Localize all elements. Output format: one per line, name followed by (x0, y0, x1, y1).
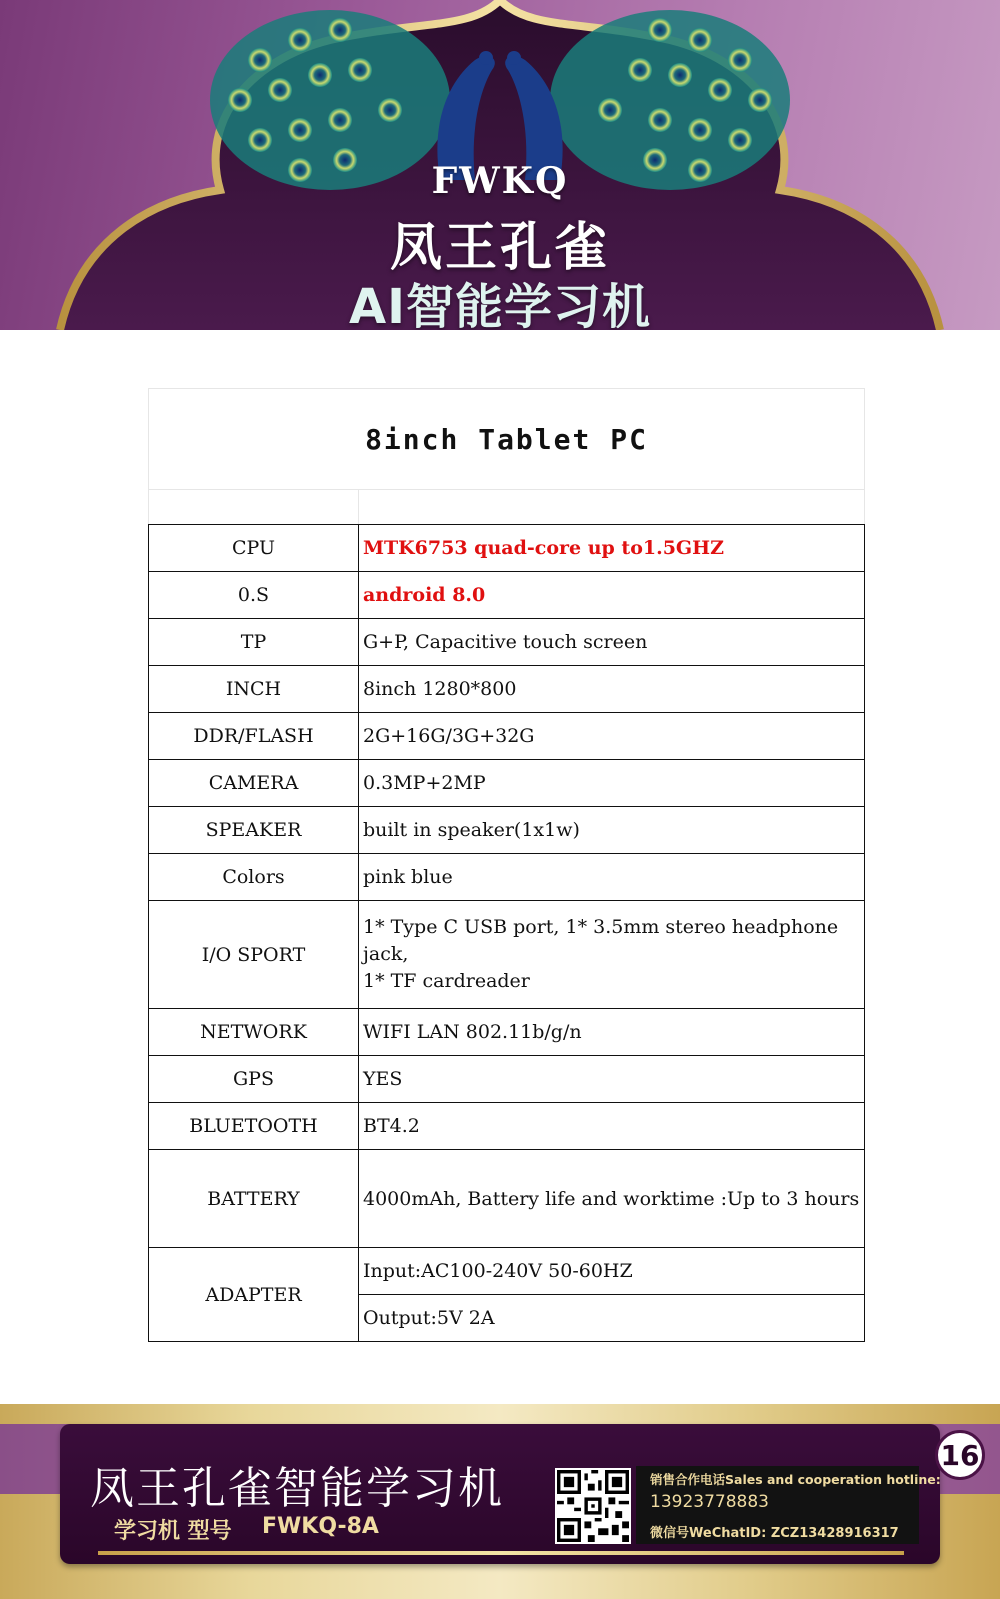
spec-value: pink blue (359, 854, 865, 901)
spec-key: INCH (149, 666, 359, 713)
spec-value: WIFI LAN 802.11b/g/n (359, 1009, 865, 1056)
spec-value: built in speaker(1x1w) (359, 807, 865, 854)
table-row (149, 1150, 865, 1248)
spec-key: CAMERA (149, 760, 359, 807)
spec-sheet (148, 388, 865, 1342)
spec-key: SPEAKER (149, 807, 359, 854)
footer-model-value: FWKQ-8A (262, 1514, 379, 1539)
brand-logo-en: FWKQ (431, 160, 569, 202)
footer-title: 凤王孔雀智能学习机 (90, 1463, 504, 1514)
spec-value: G+P, Capacitive touch screen (359, 619, 865, 666)
spec-key: 0.S (149, 572, 359, 619)
table-row (149, 854, 865, 901)
spec-title-box (148, 388, 865, 489)
hotline-label: 销售合作电话Sales and cooperation hotline: (650, 1472, 941, 1487)
spacer-divider (358, 490, 359, 524)
spec-key: Colors (149, 854, 359, 901)
table-row (149, 807, 865, 854)
table-row (149, 1248, 865, 1295)
table-row (149, 1056, 865, 1103)
qr-code-icon[interactable] (555, 1468, 631, 1544)
table-row (149, 572, 865, 619)
spec-key: GPS (149, 1056, 359, 1103)
spec-value: MTK6753 quad-core up to1.5GHZ (359, 525, 865, 572)
spec-key: DDR/FLASH (149, 713, 359, 760)
table-row (149, 619, 865, 666)
spec-value: 2G+16G/3G+32G (359, 713, 865, 760)
table-row (149, 666, 865, 713)
spec-key: ADAPTER (149, 1248, 359, 1342)
spec-key: TP (149, 619, 359, 666)
spec-value: android 8.0 (359, 572, 865, 619)
brand-logo-cn: 凤王孔雀 (389, 218, 610, 278)
table-row (149, 1009, 865, 1056)
wechat-id: 微信号WeChatID: ZCZ13428916317 (650, 1526, 899, 1541)
table-row (149, 901, 865, 1009)
footer-model-label: 学习机 型号 (114, 1519, 232, 1544)
spec-key: CPU (149, 525, 359, 572)
spec-value: Output:5V 2A (359, 1295, 865, 1342)
table-row (149, 525, 865, 572)
spec-value: 8inch 1280*800 (359, 666, 865, 713)
table-row (149, 713, 865, 760)
spec-value: 4000mAh, Battery life and worktime :Up to 3 hours (359, 1150, 865, 1248)
spec-value: YES (359, 1056, 865, 1103)
spec-spacer-row (148, 489, 865, 524)
page-number-badge: 16 (935, 1430, 985, 1480)
spec-value-line: 1* Type C USB port, 1* 3.5mm stereo headphone jack, (363, 916, 839, 965)
spec-key: BATTERY (149, 1150, 359, 1248)
footer-divider (98, 1551, 904, 1555)
spec-key: I/O SPORT (149, 901, 359, 1009)
banner-subtitle: AI智能学习机 (348, 279, 651, 330)
spec-key: NETWORK (149, 1009, 359, 1056)
table-row (149, 760, 865, 807)
spec-key: BLUETOOTH (149, 1103, 359, 1150)
header-banner (0, 0, 1000, 330)
spec-value-line: 1* TF cardreader (363, 970, 530, 992)
spec-value (359, 901, 865, 1009)
spec-title: 8inch Tablet PC (365, 422, 648, 456)
spec-table (148, 524, 865, 1342)
hotline-number[interactable]: 13923778883 (650, 1492, 769, 1512)
table-row (149, 1103, 865, 1150)
spec-value: 0.3MP+2MP (359, 760, 865, 807)
spec-value: BT4.2 (359, 1103, 865, 1150)
spec-value: Input:AC100-240V 50-60HZ (359, 1248, 865, 1295)
